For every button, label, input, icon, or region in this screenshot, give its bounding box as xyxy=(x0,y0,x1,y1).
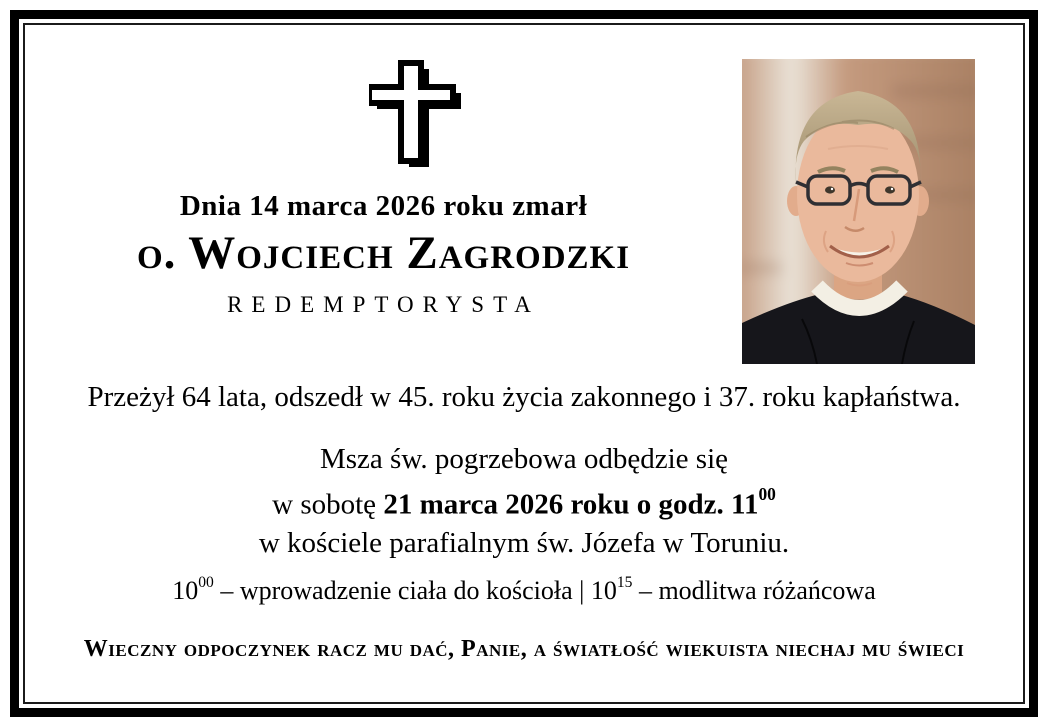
schedule-line xyxy=(25,573,1023,606)
funeral-date-prefix: w sobotę xyxy=(272,488,384,521)
funeral-line-date xyxy=(25,478,1023,524)
deceased-name: o. Wojciech Zagrodzki xyxy=(136,227,631,279)
notice-outer-frame xyxy=(10,10,1038,717)
schedule-end: – modlitwa różańcowa xyxy=(632,575,876,605)
schedule-time1: 10 xyxy=(172,575,199,605)
header-text-column xyxy=(25,25,742,318)
religious-order: REDEMPTORYSTA xyxy=(227,292,540,317)
header-row xyxy=(25,25,1023,364)
notice-inner-frame xyxy=(23,23,1025,704)
funeral-date-bold: 21 marca 2026 roku o godz. 11 xyxy=(383,488,759,521)
deceased-photo xyxy=(742,59,975,364)
funeral-details xyxy=(25,440,1023,562)
funeral-line-church: w kościele parafialnym św. Józefa w Toruniu. xyxy=(258,526,790,559)
schedule-middle: – wprowadzenie ciała do kościoła | xyxy=(213,575,591,605)
funeral-time-superscript: 00 xyxy=(758,484,776,505)
schedule-time2-superscript: 15 xyxy=(616,573,633,591)
schedule-time1-superscript: 00 xyxy=(198,573,214,591)
schedule-time2: 10 xyxy=(590,575,617,605)
funeral-line-mass: Msza św. pogrzebowa odbędzie się xyxy=(319,443,728,475)
life-summary-line: Przeżył 64 lata, odszedł w 45. roku życia zakonnego i 37. roku kapłaństwa. xyxy=(87,381,961,413)
latin-cross-icon xyxy=(369,56,461,168)
death-date-line: Dnia 14 marca 2026 roku zmarł xyxy=(179,190,588,222)
epitaph-line: Wieczny odpoczynek racz mu dać, Panie, a światłość wiekuista niechaj mu świeci xyxy=(83,635,965,662)
